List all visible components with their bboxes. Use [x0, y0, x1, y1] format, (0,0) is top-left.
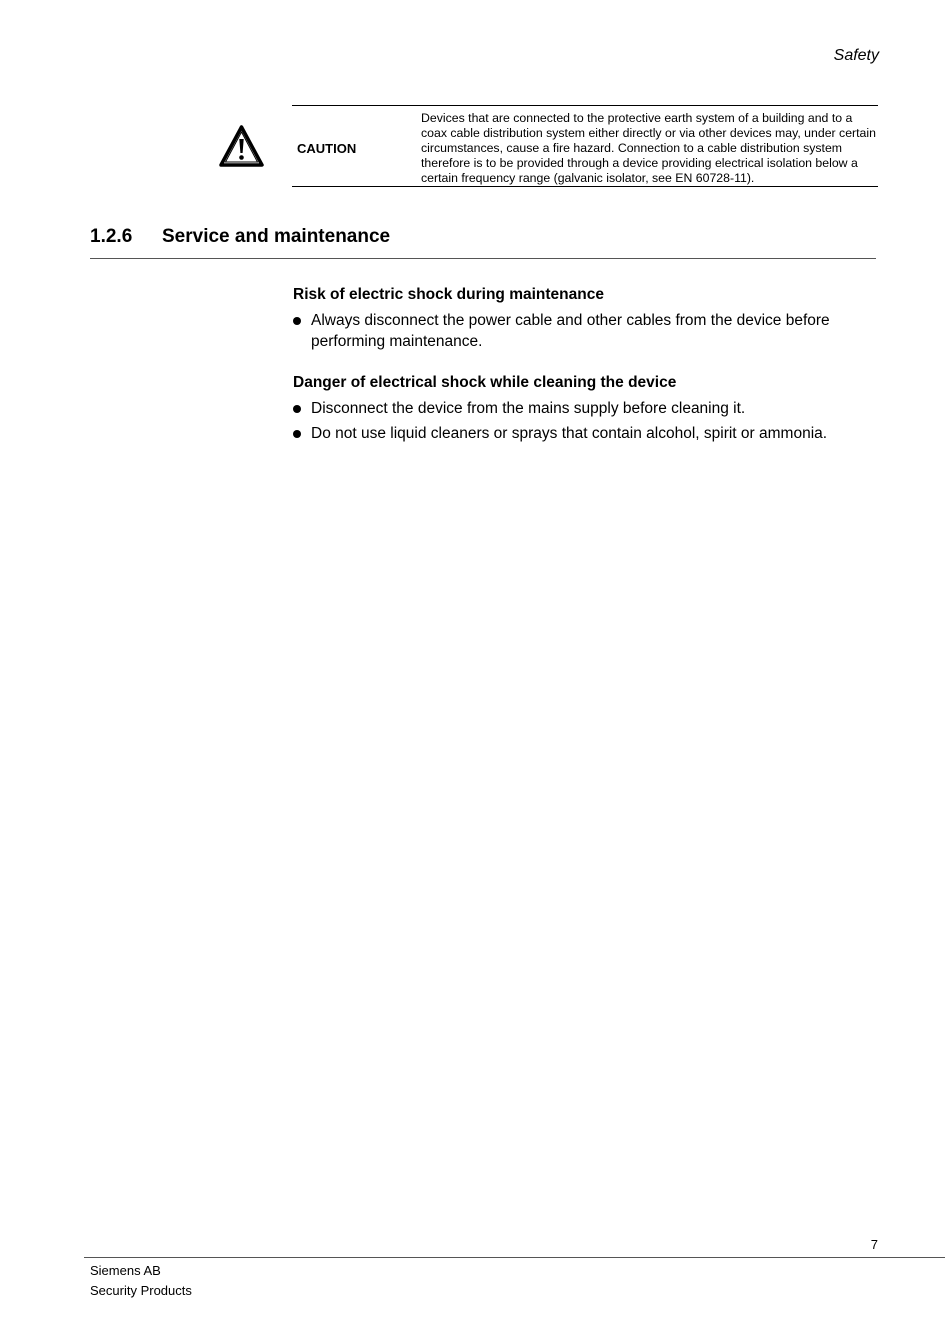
caution-label: CAUTION — [297, 141, 357, 156]
caution-notice — [292, 105, 878, 187]
list-item-text: Do not use liquid cleaners or sprays that contain alcohol, spirit or ammonia. — [311, 425, 828, 442]
list-item — [293, 423, 853, 444]
list-item-text: Always disconnect the power cable and other cables from the device before performing maintenance. — [311, 312, 830, 350]
bullet-icon — [293, 430, 301, 438]
footer-divider — [84, 1257, 945, 1258]
footer-division: Security Products — [90, 1283, 192, 1298]
warning-triangle-icon — [219, 125, 264, 167]
bullet-icon — [293, 317, 301, 325]
topic-heading: Risk of electric shock during maintenance — [293, 286, 604, 303]
header-chapter-title: Safety — [833, 47, 879, 64]
caution-text: Devices that are connected to the protective earth system of a building and to a coax cable distribution system either directly or via other devices may, under certain circumstances, cause a fire hazard. Connection to a cable distribution system therefore is to be provided through a device providing electrical isolation below a certain frequency range (galvanic isolator, see EN 60728-11). — [421, 111, 876, 185]
section-title: Service and maintenance — [162, 226, 391, 247]
section-number: 1.2.6 — [90, 226, 133, 247]
page-number: 7 — [870, 1237, 878, 1252]
section-heading — [90, 226, 876, 259]
footer-company: Siemens AB — [90, 1263, 161, 1278]
list-item — [293, 310, 853, 352]
list-item-text: Disconnect the device from the mains supply before cleaning it. — [311, 400, 746, 417]
topic-heading: Danger of electrical shock while cleaning the device — [293, 374, 677, 391]
bullet-icon — [293, 405, 301, 413]
list-item — [293, 398, 853, 419]
